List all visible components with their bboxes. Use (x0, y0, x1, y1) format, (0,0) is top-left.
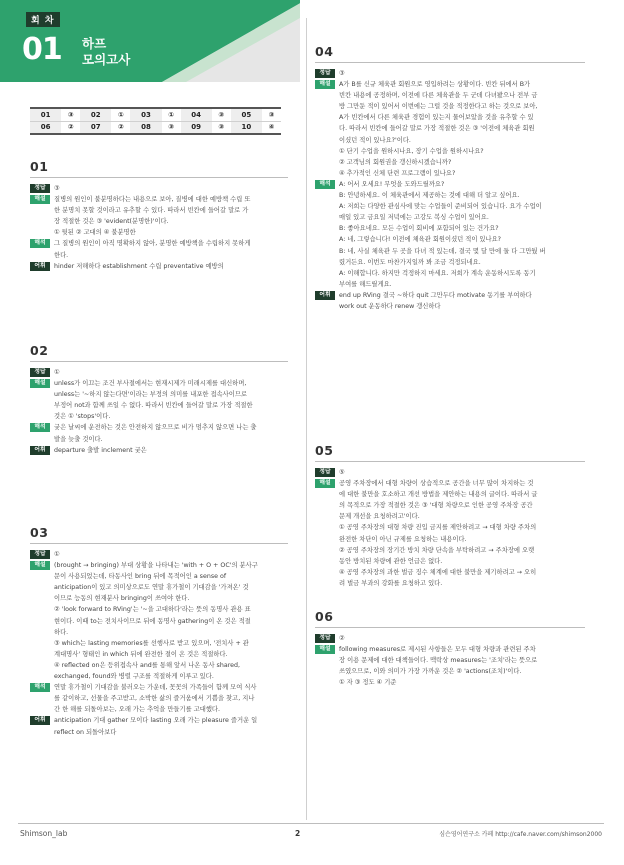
vocab-row (315, 290, 585, 312)
answer-tag: 정답 (30, 184, 50, 193)
answer-cell: ② (61, 121, 80, 134)
explain-line: 완전한 차단이 아닌 규제를 요청하는 내용이다. (339, 535, 467, 543)
question-number-cell: 07 (80, 121, 111, 134)
header-banner (0, 0, 300, 82)
question-rule (30, 543, 288, 544)
question-number: 02 (30, 343, 49, 358)
explain-text (54, 560, 288, 682)
answer-table-row (30, 108, 281, 121)
question-rule (315, 627, 585, 628)
translate-line: A: 네, 그렇습니다! 이전에 체육관 회원이셨던 적이 있나요? (339, 236, 502, 244)
translate-row (315, 179, 585, 290)
answer-tag: 정답 (315, 468, 335, 477)
vocab-text (54, 445, 288, 456)
explain-line: ① 단기 수업을 원하시나요, 장기 수업을 원하시나요? (339, 147, 484, 155)
translate-tag: 해석 (30, 239, 50, 248)
column-divider (306, 18, 307, 820)
explain-line: 쓰였으므로, 이와 의미가 가장 가까운 것은 ② 'actions(조치)'이다. (339, 668, 522, 676)
explain-line: 려 벌금 부과의 강화를 요청하고 있다. (339, 579, 443, 587)
explain-line: ② 'look forward to RVing'는 '~을 고대하다'라는 뜻의 동명사 관용 표 (54, 606, 251, 614)
translate-row (30, 682, 288, 715)
footer-rule (18, 823, 604, 824)
vocab-text (54, 261, 288, 272)
translate-text (54, 422, 288, 444)
answer-cell: ③ (162, 121, 181, 134)
explain-line: A가 빈칸에서 다른 체육관 경험이 있는지 물어보았을 것을 유추할 수 있 (339, 114, 534, 122)
translate-row (30, 422, 288, 444)
question-02 (30, 345, 288, 456)
question-number-cell: 05 (231, 108, 262, 121)
explain-tag: 해설 (30, 379, 50, 388)
explain-line: unless는 '~하지 않는다면'이라는 부정의 의미를 내포한 접속사이므로 (54, 391, 247, 399)
explain-line: ① 자 ③ 정도 ④ 기준 (339, 679, 397, 687)
answer-row (315, 68, 585, 79)
explain-line: anticipation이 있고 의미상으로도 연말 휴가철이 기대감을 '가져온' 것 (54, 584, 249, 592)
explain-line: 이셨던 적이 있나요?'이다. (339, 136, 411, 144)
explain-line: 장 이용 문제에 대한 대책들이다. 맥락상 measures는 '조치'라는 뜻으로 (339, 657, 538, 665)
explain-line: 부정어 not과 함께 쓰일 수 없다. 따라서 빈칸에 들어갈 말로 가장 적절한 (54, 402, 253, 410)
question-number-cell: 06 (30, 121, 61, 134)
explain-line: ② 고객님의 회원권을 갱신하시겠습니까? (339, 158, 452, 166)
question-number-cell: 04 (181, 108, 212, 121)
round-label: 회 차 (26, 12, 60, 27)
question-number: 01 (30, 159, 49, 174)
answer-table (30, 107, 281, 135)
explain-tag: 해설 (315, 645, 335, 654)
translate-line: A: 이해합니다. 하지만 걱정하지 마세요. 저희가 계속 운동하시도록 동기 (339, 269, 536, 277)
question-rule (315, 62, 585, 63)
explain-text (339, 478, 585, 589)
explain-tag: 해설 (30, 195, 50, 204)
answer-row (315, 633, 585, 644)
vocab-line: departure 출발 inclement 궂은 (54, 446, 147, 454)
explain-line: ① 공영 주차장의 대형 차량 진입 금지를 제안하려고 → 대형 차량 주차의 (339, 524, 537, 532)
question-rule (30, 177, 288, 178)
footer-cafe-link[interactable]: 심슨영어연구소 카페 http://cafe.naver.com/shimson2000 (439, 831, 602, 838)
question-03 (30, 527, 288, 738)
answer-tag: 정답 (30, 550, 50, 559)
explain-text (54, 194, 288, 238)
vocab-tag: 어휘 (30, 446, 50, 455)
translate-line: 한다. (54, 251, 69, 259)
answer-row (30, 183, 288, 194)
translate-line: 렸거든요. 이번도 마찬가지일까 봐 조금 걱정되네요. (339, 258, 481, 266)
translate-line: 궂은 날씨에 운전하는 것은 안전하지 않으므로 비가 멈추지 않으면 나는 출 (54, 424, 257, 432)
question-number: 04 (315, 44, 334, 59)
answer-cell: ① (111, 108, 130, 121)
explain-tag: 해설 (315, 80, 335, 89)
question-number-cell: 08 (130, 121, 161, 134)
explain-line: 것은 ① 'stops'이다. (54, 413, 111, 421)
vocab-text (54, 715, 288, 737)
explain-line: 빈칸 내용에 공정하며, 이전에 다른 체육관을 두 군데 다녀봤으나 전부 금 (339, 92, 538, 100)
vocab-row (30, 715, 288, 737)
question-06 (315, 611, 585, 688)
vocab-line: anticipation 기대 gather 모이다 lasting 오래 가는 pleasure 즐거운 일 (54, 717, 258, 725)
translate-line: B: 안녕하세요. 이 체육관에서 제공하는 것에 대해 더 알고 싶어요. (339, 192, 520, 200)
answer-cell: ③ (212, 121, 231, 134)
explain-text (339, 644, 585, 688)
explain-tag: 해설 (30, 561, 50, 570)
translate-line: 연말 휴가철이 기대감을 불러오는 가운데, 꼿꼿의 가족들이 함께 모여 식사 (54, 684, 257, 692)
answer-row (30, 367, 288, 378)
question-number: 05 (315, 443, 334, 458)
vocab-line: hinder 저해하다 establishment 수립 preventative 예방의 (54, 262, 224, 270)
translate-line: 간 한 해를 되돌아보는, 오래 가는 추억을 만들기를 고대했다. (54, 706, 221, 714)
answer-row (315, 467, 585, 478)
explain-line: (brought → bringing) 부대 상황을 나타내는 'with + O + OC'의 분사구 (54, 562, 258, 570)
explain-line: ② 공영 주차장의 장기간 방치 차량 단속을 부탁하려고 → 주차장에 오랫 (339, 546, 535, 554)
translate-line: 발을 늦출 것이다. (54, 435, 103, 443)
explain-line: 문제 개선을 요청하려고'이다. (339, 513, 420, 521)
translate-text (54, 238, 288, 260)
explain-line: 질병의 원인이 불분명하다는 내용으로 보아, 질병에 대한 예방책 수립 또 (54, 196, 251, 204)
explain-row (30, 560, 288, 682)
vocab-line: work out 운동하다 renew 갱신하다 (339, 302, 441, 310)
explain-line: 동안 방치된 차량에 관한 언급은 없다. (339, 557, 443, 565)
translate-row (30, 238, 288, 260)
answer-cell: ③ (262, 108, 281, 121)
answer-cell: ① (162, 108, 181, 121)
translate-tag: 해석 (315, 180, 335, 189)
answer-tag: 정답 (315, 634, 335, 643)
explain-line: 다. 따라서 빈칸에 들어갈 말로 가장 적절한 것은 ③ '이전에 체육관 회원 (339, 125, 535, 133)
exam-title-line2: 모의고사 (82, 52, 131, 67)
answer-table-row (30, 121, 281, 134)
question-number-cell: 02 (80, 108, 111, 121)
vocab-row (30, 445, 288, 456)
question-number-cell: 01 (30, 108, 61, 121)
translate-text (54, 682, 288, 715)
answer-row (30, 549, 288, 560)
question-number: 03 (30, 525, 49, 540)
translate-line: B: 네, 사실 체육관 두 곳을 다녀 적 있는데, 결국 몇 달 만에 둘 다 그만뒀 버 (339, 247, 546, 255)
explain-line: ③ which는 lasting memories를 선행사로 받고 있으며, '전치사 + 관 (54, 639, 249, 647)
explain-text (339, 79, 585, 179)
explain-line: ④ 추가적인 신체 단련 프로그램이 있나요? (339, 169, 456, 177)
vocab-tag: 어휘 (315, 291, 335, 300)
question-rule (30, 361, 288, 362)
question-01 (30, 161, 288, 272)
question-number-cell: 10 (231, 121, 262, 134)
round-number: 01 (22, 32, 62, 67)
explain-line: 한 분명치 못할 것이라고 유추할 수 있다. 따라서 빈칸에 들어갈 말로 가 (54, 207, 249, 215)
explain-line: 방 그만둔 적이 있어서 이번에는 그럴 것을 적정한다고 하는 것으로 보아, (339, 103, 538, 111)
explain-row (315, 478, 585, 589)
answer-tag: 정답 (30, 368, 50, 377)
explain-line: ④ reflected on은 등위접속사 and를 통해 앞서 나온 동사 shared, (54, 661, 241, 669)
answer-cell: ③ (212, 108, 231, 121)
answer-value: ① (54, 369, 60, 376)
explain-line: 하다. (54, 628, 69, 636)
answer-tag: 정답 (315, 69, 335, 78)
translate-text (339, 179, 585, 290)
exam-title (82, 36, 130, 68)
question-rule (315, 461, 585, 462)
explain-line: following measures로 제시된 사항들은 모두 대형 차량과 관련된 주차 (339, 646, 536, 654)
vocab-row (30, 261, 288, 272)
translate-line: A: 저희는 다양한 관심사에 맞는 수업들이 준비되어 있습니다. 요가 수업이 (339, 203, 542, 211)
vocab-line: reflect on 되돌아보다 (54, 728, 117, 736)
explain-line: ④ 공영 주차장의 과한 벌금 징수 체계에 대한 불만을 제기하려고 → 오히 (339, 568, 537, 576)
answer-value: ③ (339, 70, 345, 77)
explain-line: A가 B를 신규 체육관 회원으로 영입하려는 상황이다. 빈칸 뒤에서 B가 (339, 81, 531, 89)
explain-text (54, 378, 288, 422)
answer-cell: ③ (61, 108, 80, 121)
explain-line: 장 적절한 것은 ③ 'evident(분명한)'이다. (54, 218, 169, 226)
explain-line: 계대명사' 형태인 in which 뒤에 완전한 절이 온 것은 적절하다. (54, 650, 228, 658)
translate-line: 그 질병의 원인이 아직 명확하지 않아, 분명한 예방책을 수립하지 못하게 (54, 240, 251, 248)
explain-row (315, 79, 585, 179)
answer-value: ⑤ (339, 469, 345, 476)
vocab-line: end up RVing 결국 ~하다 quit 그만두다 motivate 동기를 부여하다 (339, 291, 532, 299)
translate-line: 매일 있고 금요일 저녁에는 고강도 복싱 수업이 있어요. (339, 214, 489, 222)
explain-line: ① 뒷된 ② 고대의 ④ 불분명한 (54, 229, 136, 237)
explain-line: 현이다. 이때 to는 전치사이므로 뒤에 동명사 gathering이 온 것은 적절 (54, 617, 251, 625)
answer-value: ① (54, 551, 60, 558)
translate-line: A: 어서 오세요! 무엇을 도와드릴까요? (339, 180, 445, 188)
question-number: 06 (315, 609, 334, 624)
translate-line: 를 같이하고, 선물을 주고받고, 소박한 삶의 즐거움에서 기쁨을 찾고, 지나 (54, 695, 255, 703)
explain-line: unless가 이끄는 조건 부사절에서는 현재시제가 미래시제를 대신하며, (54, 380, 247, 388)
question-number-cell: 03 (130, 108, 161, 121)
translate-tag: 해석 (30, 683, 50, 692)
vocab-text (339, 290, 585, 312)
footer-brand: Shimson_lab (20, 829, 68, 838)
question-04 (315, 46, 585, 312)
vocab-tag: 어휘 (30, 716, 50, 725)
explain-line: 공영 주차장에서 대형 차량이 상습적으로 공간을 너무 많이 차지하는 것 (339, 480, 534, 488)
page-number: 2 (295, 829, 301, 838)
answer-cell: ④ (262, 121, 281, 134)
explain-row (30, 378, 288, 422)
answer-value: ③ (54, 185, 60, 192)
vocab-tag: 어휘 (30, 262, 50, 271)
answer-value: ② (339, 635, 345, 642)
explain-line: 의 목적으로 가장 적절한 것은 ③ '대형 차량으로 인한 공영 주차장 공간 (339, 502, 533, 510)
explain-line: 에 대한 불만을 호소하고 개선 방법을 제안하는 내용의 글이다. 따라서 글 (339, 491, 538, 499)
explain-row (30, 194, 288, 238)
translate-line: 부여를 해드릴게요. (339, 280, 392, 288)
explain-tag: 해설 (315, 479, 335, 488)
explain-line: 문이 사용되었는데, 타동사인 bring 뒤에 목적어인 a sense of (54, 573, 227, 581)
explain-row (315, 644, 585, 688)
translate-tag: 해석 (30, 423, 50, 432)
exam-title-line1: 하프 (82, 36, 107, 51)
explain-line: 이므로 능동의 현재분사 bringing이 쓰여야 한다. (54, 595, 190, 603)
translate-line: B: 좋아요네요. 모든 수업이 회비에 포함되어 있는 건가요? (339, 225, 499, 233)
answer-cell: ② (111, 121, 130, 134)
question-05 (315, 445, 585, 589)
explain-line: exchanged, found와 병렬 구조를 적절하게 이루고 있다. (54, 673, 214, 681)
question-number-cell: 09 (181, 121, 212, 134)
